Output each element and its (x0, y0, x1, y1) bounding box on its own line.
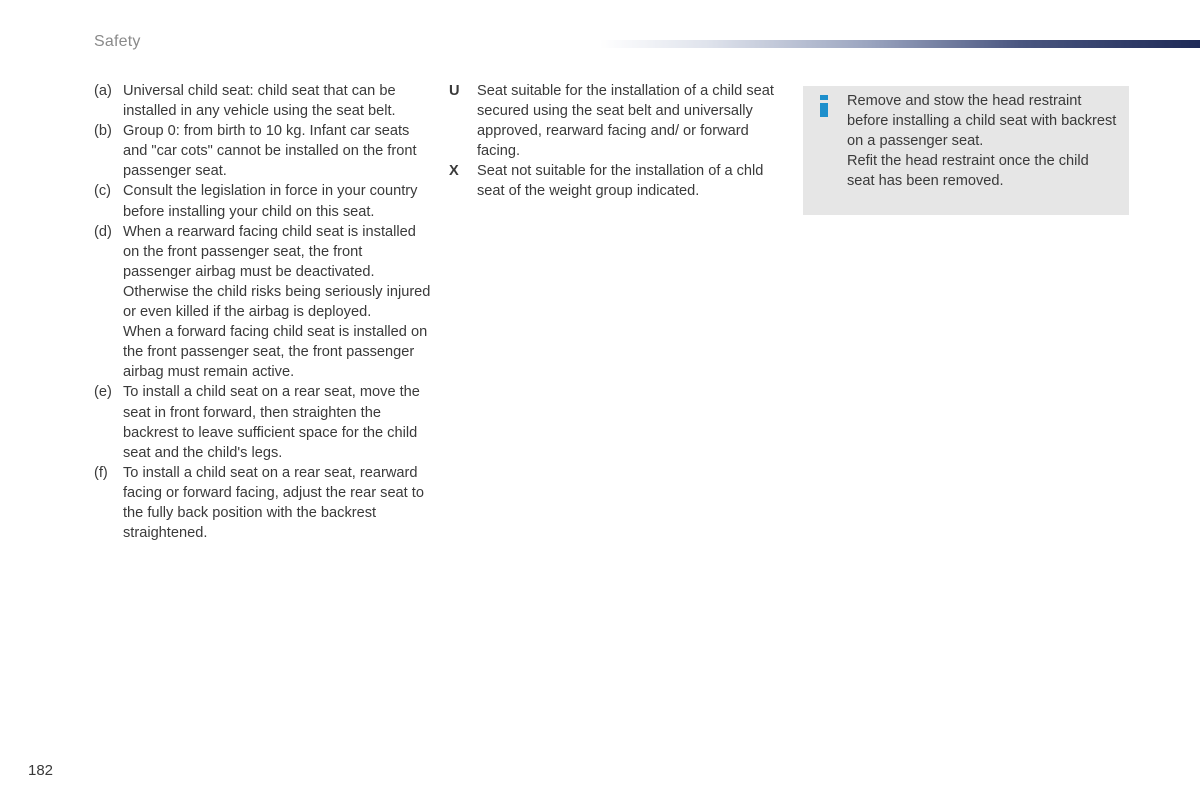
note-text: Group 0: from birth to 10 kg. Infant car seats and "car cots" cannot be installed on the front passenger seat. (123, 123, 417, 180)
note-text: Consult the legislation in force in your country before installing your child on this seat. (123, 183, 418, 220)
note-text: To install a child seat on a rear seat, move the seat in front forward, then straighten the backrest to leave sufficient space for the child seat and the child's legs. (123, 384, 420, 461)
note-item-f (94, 463, 434, 543)
note-item-a (94, 81, 434, 121)
note-body (123, 121, 434, 181)
note-text: Universal child seat: child seat that can be installed in any vehicle using the seat belt. (123, 83, 396, 120)
note-key: (d) (94, 223, 112, 240)
legend-item-u (447, 81, 787, 161)
legend-text: Seat not suitable for the installation of a chld seat of the weight group indicated. (477, 163, 764, 200)
note-body (123, 382, 434, 462)
note-item-b (94, 121, 434, 181)
left-column-notes (94, 81, 434, 543)
info-text-line: Refit the head restraint once the child seat has been removed. (847, 153, 1089, 190)
note-key: (c) (94, 183, 112, 200)
note-key: (f) (94, 464, 108, 481)
note-text: To install a child seat on a rear seat, rearward facing or forward facing, adjust the rear seat to the fully back position with the backrest straightened. (123, 464, 424, 542)
note-text: When a rearward facing child seat is installed on the front passenger seat, the front passenger airbag must be deactivated. Otherwise the child risks being seriously injured or even killed if the airbag is deployed. (123, 223, 431, 321)
note-item-c (94, 181, 434, 221)
legend-key: U (449, 83, 460, 99)
legend-key: X (449, 163, 459, 180)
info-text-line: Remove and stow the head restraint before installing a child seat with backrest on a passenger seat. (847, 93, 1117, 150)
legend-body (477, 161, 787, 201)
page-number: 182 (28, 762, 54, 779)
seat-legend (447, 81, 787, 202)
note-key: (e) (94, 384, 112, 401)
header-gradient-bar (600, 40, 1200, 48)
section-title: Safety (94, 33, 141, 50)
note-item-d (94, 222, 434, 383)
note-item-e (94, 382, 434, 462)
note-key: (b) (94, 123, 112, 140)
note-body (123, 463, 434, 543)
info-box (803, 86, 1129, 215)
note-key: (a) (94, 83, 112, 99)
note-text: When a forward facing child seat is installed on the front passenger seat, the front passenger airbag must remain active. (123, 324, 428, 381)
info-icon (819, 95, 829, 117)
legend-text: Seat suitable for the installation of a child seat secured using the seat belt and universally approved, rearward facing and/ or forward facing. (477, 83, 774, 160)
legend-item-x (447, 161, 787, 201)
info-text (847, 91, 1119, 191)
note-body (123, 222, 434, 383)
note-body (123, 81, 434, 121)
note-body (123, 181, 434, 221)
legend-body (477, 81, 787, 161)
